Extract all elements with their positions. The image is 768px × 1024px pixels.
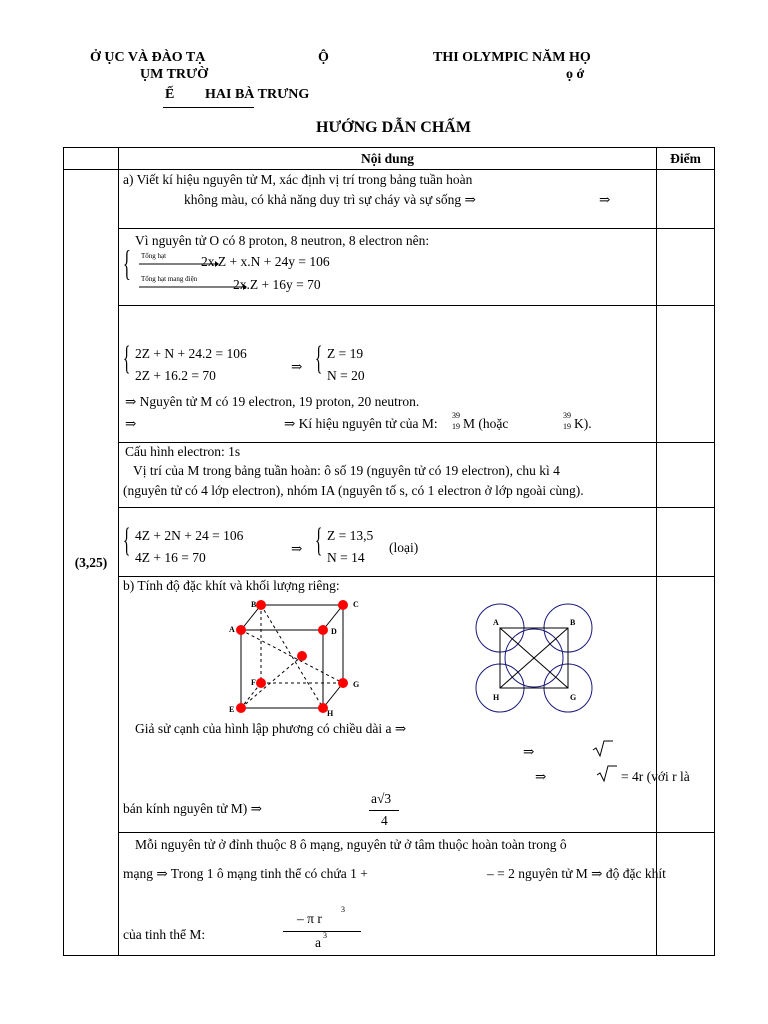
row7-line2a: mạng ⇒ Trong 1 ô mạng tinh thể có chứa 1 + — [123, 866, 368, 881]
cube-label-g: G — [353, 680, 360, 689]
sqrt-sign-2 — [597, 765, 617, 783]
atom-a — [236, 625, 246, 635]
row3-symbol-text: ⇒ Kí hiệu nguyên tử của M: — [284, 416, 438, 431]
header-grade: ọ ớ — [566, 67, 585, 82]
row6-line3-arrow: ⇒ — [535, 769, 547, 784]
question-score — [64, 170, 119, 956]
square-label-g: G — [570, 693, 577, 702]
table-row — [64, 170, 715, 229]
row3-implies: ⇒ — [291, 359, 303, 374]
row3-conclusion: ⇒ Nguyên tử M có 19 electron, 19 proton, 20 neutron. — [125, 394, 420, 409]
row5-brace-b: { — [315, 522, 323, 559]
row1-score — [657, 170, 715, 229]
header-line3a: Ế — [165, 87, 175, 102]
row5-content — [119, 508, 657, 577]
row1-content — [119, 170, 657, 229]
row4-content — [119, 443, 657, 508]
row7-line1: Mỗi nguyên tử ở đỉnh thuộc 8 ô mạng, nguyên tử ở tâm thuộc hoàn toàn trong ô — [135, 837, 567, 852]
cube-label-e: E — [229, 705, 235, 714]
atom-c — [338, 600, 348, 610]
header-underline — [163, 107, 254, 108]
row6-frac-den: 4 — [381, 813, 388, 828]
row2-intro: Vì nguyên tử O có 8 proton, 8 neutron, 8 electron nên: — [135, 233, 430, 248]
row3-mass-number: 39 — [452, 411, 460, 420]
row6-heading: b) Tính độ đặc khít và khối lượng riêng: — [123, 578, 340, 593]
row1-arrow: ⇒ — [599, 192, 611, 207]
row4-score — [657, 443, 715, 508]
table-row — [64, 508, 715, 577]
row3-atomic-number: 19 — [452, 422, 460, 431]
row7-line3: của tinh thể M: — [123, 927, 206, 942]
row5-score — [657, 508, 715, 577]
row2-label-charged: Tổng hạt mang điện — [141, 275, 198, 283]
header-dept: Ở ỤC VÀ ĐÀO TẠ — [90, 50, 206, 65]
row2-content — [119, 229, 657, 306]
cube-label-h: H — [327, 709, 334, 718]
table-row — [64, 443, 715, 508]
row5-note: (loại) — [389, 540, 419, 555]
row6-frac-num: a√3 — [371, 791, 392, 806]
row6-content — [119, 577, 690, 833]
page-title: HƯỚNG DẪN CHẤM — [316, 119, 471, 136]
row3-symbol-arrow: ⇒ — [125, 416, 137, 431]
row6-score — [657, 577, 715, 833]
header-school: ỤM TRƯỜ — [140, 67, 209, 82]
row3-mass-number-k: 39 — [563, 411, 571, 420]
header-dept-b: Ộ — [318, 50, 329, 65]
row1-line2: không màu, có khả năng duy trì sự cháy và sự sống ⇒ — [184, 192, 476, 207]
row3-content — [119, 306, 657, 443]
row6-line2: ⇒ — [523, 744, 535, 759]
row2-brace: { — [123, 243, 131, 283]
row5-res-b2: N = 14 — [327, 550, 365, 565]
grading-table — [63, 147, 715, 956]
row1-line1: a) Viết kí hiệu nguyên tử M, xác định vị trí trong bảng tuần hoàn — [123, 172, 473, 187]
atom-center — [297, 651, 307, 661]
atom-f — [256, 678, 266, 688]
cube-label-a: A — [229, 625, 235, 634]
table-row — [64, 577, 715, 833]
cube-label-d: D — [331, 627, 337, 636]
bcc-cube-diagram — [183, 599, 373, 717]
row3-res-a2: N = 20 — [327, 368, 365, 383]
atom-e — [236, 703, 246, 713]
table-row — [64, 229, 715, 306]
row5-implies: ⇒ — [291, 541, 303, 556]
row3-symbol-k: K). — [574, 416, 592, 431]
square-label-a: A — [493, 618, 499, 627]
sqrt-sign-1 — [593, 740, 613, 758]
row7-frac-exp: 3 — [341, 905, 345, 914]
row2-eq1: 2x.Z + x.N + 24y = 106 — [201, 254, 330, 269]
row7-content — [119, 833, 666, 956]
row7-frac-bar — [283, 931, 361, 932]
cube-label-c: C — [353, 600, 359, 609]
row3-brace-a: { — [123, 340, 131, 377]
row3-sys-a1: 2Z + N + 24.2 = 106 — [135, 346, 247, 361]
row5-sys-b2: 4Z + 16 = 70 — [135, 550, 206, 565]
row2-label-total: Tổng hạt — [141, 252, 167, 260]
row7-frac-den-exp: 3 — [323, 931, 327, 940]
row4-line2: Vị trí của M trong bảng tuần hoàn: ô số 19 (nguyên tử có 19 electron), chu kì 4 — [133, 463, 560, 478]
row6-frac-bar — [369, 810, 399, 811]
square-label-b: B — [570, 618, 576, 627]
cube-label-f: F — [251, 678, 256, 687]
row6-line4: bán kính nguyên tử M) ⇒ — [123, 801, 262, 816]
square-label-h: H — [493, 693, 500, 702]
row7-score — [657, 833, 715, 956]
row3-symbol-m: M (hoặc — [463, 416, 509, 431]
cube-label-b: B — [251, 600, 257, 609]
row7-frac-den: a — [315, 935, 321, 950]
row2-score — [657, 229, 715, 306]
atom-b — [256, 600, 266, 610]
atom-d — [318, 625, 328, 635]
question-score-text: (3,25) — [74, 554, 108, 570]
row6-line3-text: = 4r (với r là — [621, 769, 690, 784]
header-exam: THI OLYMPIC NĂM HỌ — [433, 50, 591, 65]
row7-line2b: – = 2 nguyên tử M ⇒ độ đặc khít — [487, 866, 666, 881]
header-school-name: HAI BÀ TRƯNG — [205, 87, 310, 102]
header-empty-cell — [64, 148, 119, 170]
row7-frac-num: – π r — [297, 911, 322, 926]
row5-brace-a: { — [123, 522, 131, 559]
row3-sys-a2: 2Z + 16.2 = 70 — [135, 368, 216, 383]
row5-res-b1: Z = 13,5 — [327, 528, 374, 543]
row3-score — [657, 306, 715, 443]
row3-res-a1: Z = 19 — [327, 346, 364, 361]
header-score: Điểm — [657, 148, 715, 170]
atom-g — [338, 678, 348, 688]
row6-line1: Giả sử cạnh của hình lập phương có chiều dài a ⇒ — [135, 721, 407, 736]
table-row — [64, 833, 715, 956]
row2-eq2: 2x.Z + 16y = 70 — [233, 277, 321, 292]
table-row — [64, 306, 715, 443]
row5-sys-b1: 4Z + 2N + 24 = 106 — [135, 528, 244, 543]
table-header-row — [64, 148, 715, 170]
row4-line1: Cấu hình electron: 1s — [125, 444, 241, 459]
row3-brace-b: { — [315, 340, 323, 377]
row2-arrow2 — [139, 284, 247, 290]
row4-line3: (nguyên tử có 4 lớp electron), nhóm IA (nguyên tố s, có 1 electron ở lớp ngoài cùng). — [123, 483, 584, 498]
row3-atomic-number-k: 19 — [563, 422, 571, 431]
header-content: Nội dung — [119, 148, 657, 170]
cross-section-diagram — [471, 599, 597, 717]
